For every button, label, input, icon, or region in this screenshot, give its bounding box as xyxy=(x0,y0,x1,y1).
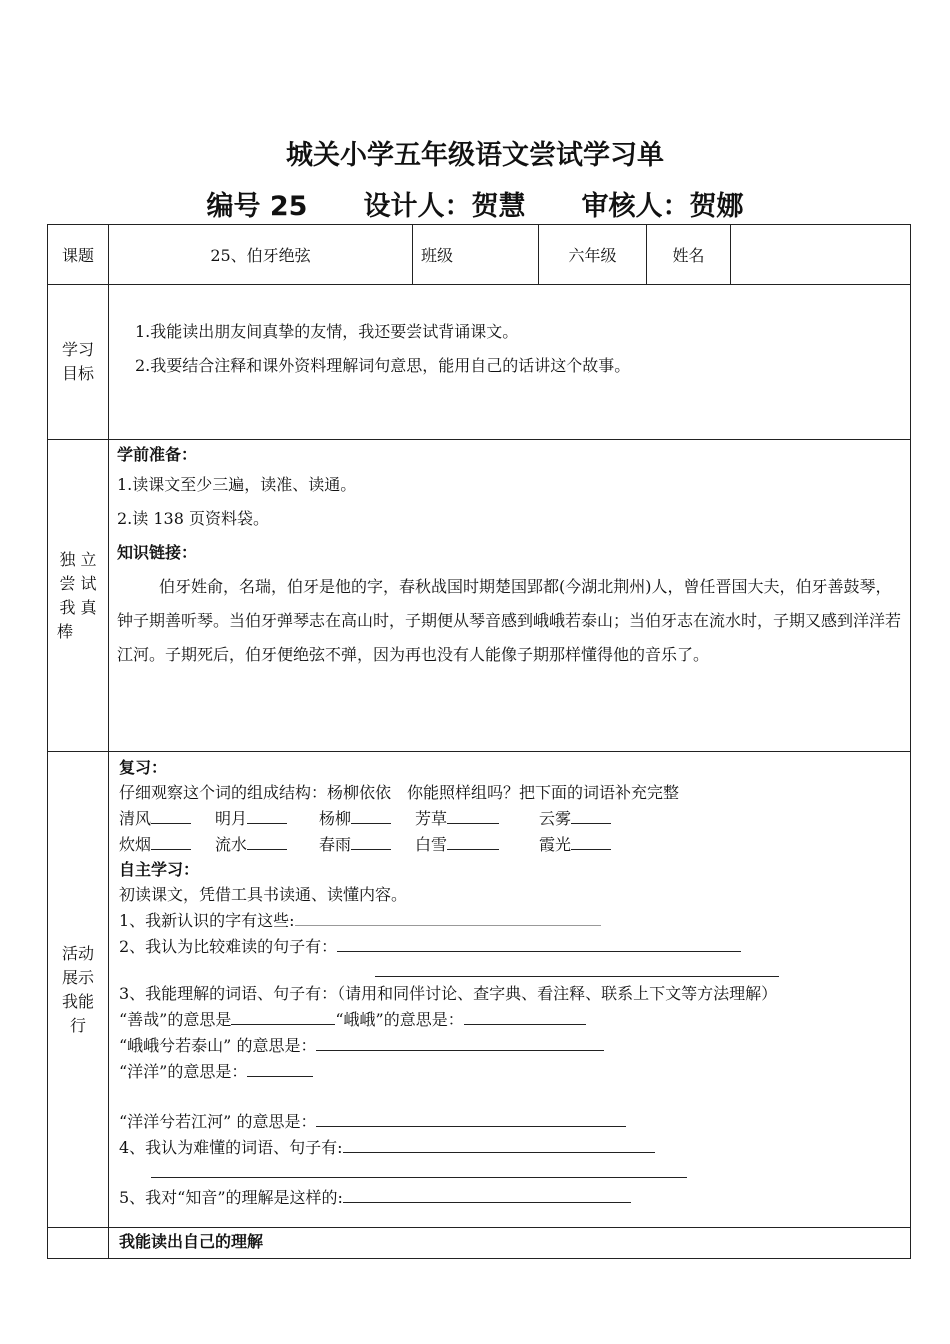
question-3b xyxy=(119,1032,902,1058)
word: 明月 xyxy=(215,809,248,828)
word: 霞光 xyxy=(539,835,572,854)
question-1 xyxy=(119,907,902,933)
word-blank[interactable] xyxy=(571,805,611,824)
independent-label-line: 独 立 xyxy=(59,549,97,569)
goals-label xyxy=(48,285,109,440)
question-text: 4、我认为难懂的词语、句子有: xyxy=(119,1138,343,1157)
word: 白雪 xyxy=(415,835,448,854)
activity-label-line: 我能 xyxy=(61,991,94,1011)
answer-blank[interactable] xyxy=(231,1006,335,1025)
question-text: “峨峨”的意思是： xyxy=(335,1010,464,1029)
activity-row xyxy=(48,752,911,1228)
word: 芳草 xyxy=(415,809,448,828)
reviewer: 审核人：贺娜 xyxy=(581,191,744,222)
goal-item: 2.我要结合注释和课外资料理解词句意思，能用自己的话讲这个故事。 xyxy=(135,356,631,375)
activity-label xyxy=(48,752,109,1228)
question-3a xyxy=(119,1006,902,1032)
word: 炊烟 xyxy=(119,835,152,854)
word: 云雾 xyxy=(539,809,572,828)
word-blank[interactable] xyxy=(351,831,391,850)
word-blank[interactable] xyxy=(351,805,391,824)
activity-content xyxy=(109,752,911,1228)
word-blank[interactable] xyxy=(151,805,191,824)
review-intro: 仔细观察这个词的组成结构：杨柳依依 你能照样组吗？把下面的词语补充完整 xyxy=(119,783,680,802)
goals-content xyxy=(109,285,911,440)
word-blank[interactable] xyxy=(571,831,611,850)
name-value[interactable] xyxy=(731,225,911,285)
word-row xyxy=(119,831,902,857)
word-blank[interactable] xyxy=(447,805,499,824)
link-heading: 知识链接： xyxy=(117,543,198,562)
word-row xyxy=(119,805,902,831)
word: 流水 xyxy=(215,835,248,854)
worksheet-table xyxy=(47,224,911,1259)
question-3d xyxy=(119,1108,902,1134)
answer-blank[interactable] xyxy=(247,1058,313,1077)
topic-value: 25、伯牙绝弦 xyxy=(109,225,413,285)
page-subtitle xyxy=(0,184,950,223)
last-row xyxy=(48,1228,911,1259)
question-text: “洋洋兮若江河” 的意思是： xyxy=(119,1112,317,1131)
question-text: 2、我认为比较难读的句子有： xyxy=(119,937,338,956)
independent-content xyxy=(109,440,911,752)
answer-blank[interactable] xyxy=(343,1134,655,1153)
word-blank[interactable] xyxy=(247,831,287,850)
answer-blank[interactable] xyxy=(316,1108,626,1127)
goals-label-line: 目标 xyxy=(61,364,94,383)
answer-blank[interactable] xyxy=(464,1006,586,1025)
answer-blank[interactable] xyxy=(343,1184,631,1203)
question-2 xyxy=(119,933,902,959)
answer-blank[interactable] xyxy=(295,907,601,926)
prep-heading: 学前准备： xyxy=(117,445,198,464)
question-text: “善哉”的意思是 xyxy=(119,1010,232,1029)
goals-row xyxy=(48,285,911,440)
activity-label-line: 展示 xyxy=(61,967,94,987)
class-value: 六年级 xyxy=(539,225,647,285)
question-text: 1、我新认识的字有这些: xyxy=(119,911,295,930)
answer-blank[interactable] xyxy=(316,1032,604,1051)
answer-blank[interactable] xyxy=(151,1167,687,1178)
word: 杨柳 xyxy=(319,809,352,828)
last-row-label xyxy=(48,1228,109,1259)
question-4 xyxy=(119,1134,902,1160)
designer: 设计人：贺慧 xyxy=(363,191,526,222)
independent-label-line: 我 真 xyxy=(59,597,97,617)
topic-label: 课题 xyxy=(48,225,109,285)
independent-label xyxy=(48,440,109,752)
name-label: 姓名 xyxy=(647,225,731,285)
activity-label-line: 行 xyxy=(69,1015,86,1035)
answer-blank[interactable] xyxy=(337,933,741,952)
document-number: 编号 25 xyxy=(206,191,308,222)
link-text: 伯牙姓俞，名瑞，伯牙是他的字，春秋战国时期楚国郢都(今湖北荆州)人，曾任晋国大夫，伯牙善鼓琴，钟子期善听琴。当伯牙弹琴志在高山时，子期便从琴音感到峨峨若泰山；当伯牙志在流水时，子期又感到洋洋若江河。子期死后，伯牙便绝弦不弹，因为再也没有人能像子期那样懂得他的音乐了。 xyxy=(117,577,902,664)
word: 春雨 xyxy=(319,835,352,854)
review-heading: 复习： xyxy=(119,758,168,777)
question-text: 5、我对“知音”的理解是这样的: xyxy=(119,1188,343,1207)
class-label: 班级 xyxy=(413,225,539,285)
info-row xyxy=(48,225,911,285)
goals-label-line: 学习 xyxy=(61,340,94,359)
question-text: “洋洋”的意思是： xyxy=(119,1062,248,1081)
answer-blank[interactable] xyxy=(375,970,779,977)
independent-label-line: 尝 试 xyxy=(59,573,97,593)
goal-item: 1.我能读出朋友间真挚的友情，我还要尝试背诵课文。 xyxy=(135,322,519,341)
question-5 xyxy=(119,1184,902,1210)
word: 清风 xyxy=(119,809,152,828)
word-blank[interactable] xyxy=(447,831,499,850)
answer-line-row xyxy=(119,959,902,981)
activity-label-line: 活动 xyxy=(61,943,94,963)
last-row-text: 我能读出自己的理解 xyxy=(109,1228,911,1259)
self-study-heading: 自主学习： xyxy=(119,860,200,879)
question-3c xyxy=(119,1058,902,1084)
independent-label-line: 棒 xyxy=(57,621,74,641)
prep-item: 1.读课文至少三遍，读准、读通。 xyxy=(117,475,357,494)
word-blank[interactable] xyxy=(151,831,191,850)
self-study-intro: 初读课文，凭借工具书读通、读懂内容。 xyxy=(119,885,408,904)
answer-line-row xyxy=(119,1160,902,1184)
page-title: 城关小学五年级语文尝试学习单 xyxy=(286,140,664,171)
question-text: “峨峨兮若泰山” 的意思是： xyxy=(119,1036,317,1055)
word-blank[interactable] xyxy=(247,805,287,824)
independent-row xyxy=(48,440,911,752)
prep-item: 2.读 138 页资料袋。 xyxy=(117,509,269,528)
question-3: 3、我能理解的词语、句子有：（请用和同伴讨论、查字典、看注释、联系上下文等方法理解） xyxy=(119,984,778,1003)
